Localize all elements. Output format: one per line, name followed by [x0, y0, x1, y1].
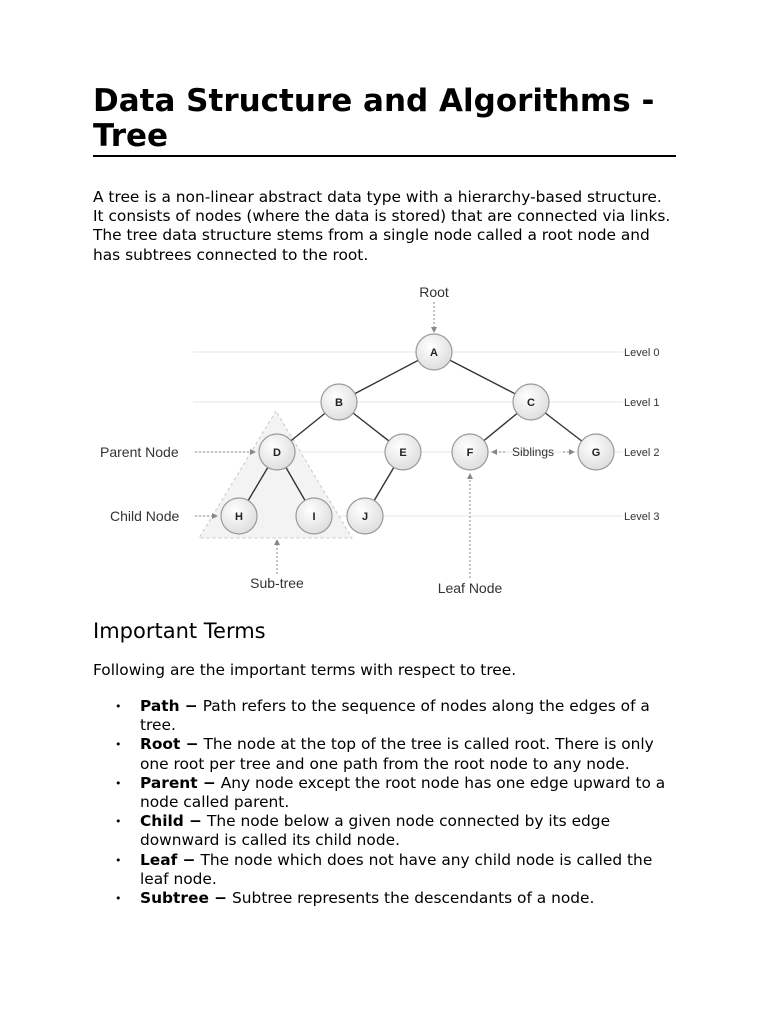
title-divider: [93, 155, 676, 157]
bullet: •: [115, 853, 122, 867]
level-1-label: Level 1: [624, 397, 660, 409]
node-f-label: F: [466, 447, 474, 459]
term-name: Child −: [140, 812, 203, 831]
term-description: The node which does not have any child node is called the leaf node.: [140, 850, 653, 888]
annotation-labels: [100, 284, 554, 596]
level-labels: [624, 347, 659, 523]
node-g-label: G: [591, 447, 601, 459]
bullet: •: [115, 776, 122, 790]
term-name: Root −: [140, 735, 199, 754]
list-item: [93, 812, 676, 850]
parent-node-label: Parent Node: [100, 444, 179, 460]
term-description: Any node except the root node has one edge upward to a node called parent.: [140, 773, 666, 812]
list-item: [93, 889, 676, 908]
node-c-label: C: [527, 397, 535, 409]
bullet: •: [115, 738, 122, 752]
list-item: [93, 735, 676, 773]
node-h-label: H: [235, 511, 243, 523]
list-item: [93, 697, 676, 735]
section-lead: Following are the important terms with respect to tree.: [93, 661, 517, 679]
level-2-label: Level 2: [624, 447, 660, 459]
term-name: Path −: [140, 697, 198, 715]
level-0-label: Level 0: [624, 347, 660, 359]
term-description: Subtree represents the descendants of a node.: [227, 889, 595, 908]
child-node-label: Child Node: [110, 508, 180, 524]
bullet: •: [115, 815, 122, 829]
term-name: Subtree −: [140, 889, 228, 908]
node-e-label: E: [399, 447, 407, 459]
intro-paragraph: A tree is a non-linear abstract data type with a hierarchy-based structure. It consists of nodes (where the data is stored) that are connected via links. The tree data structure stems from a single node called a root node and has subtrees connected to the root.: [93, 188, 671, 264]
root-label: Root: [419, 284, 449, 300]
terms-list: [93, 697, 676, 908]
node-b-label: B: [335, 397, 343, 409]
term-name: Parent −: [140, 773, 216, 792]
node-d-label: D: [273, 447, 281, 459]
term-description: Path refers to the sequence of nodes along the edges of a tree.: [140, 697, 650, 735]
leaf-node-label: Leaf Node: [437, 580, 503, 596]
siblings-label: Siblings: [511, 445, 555, 459]
list-item: [93, 851, 676, 889]
node-j-label: J: [361, 511, 369, 523]
subtree-label: Sub-tree: [250, 575, 304, 591]
term-name: Leaf −: [140, 850, 196, 869]
tree-diagram: [93, 278, 676, 604]
bullet: •: [115, 892, 122, 906]
term-description: The node below a given node connected by its edge downward is called its child node.: [140, 812, 611, 850]
term-description: The node at the top of the tree is called root. There is only one root per tree and one path from the root node to any node.: [140, 735, 654, 773]
page-title: Data Structure and Algorithms - Tree: [93, 83, 655, 154]
node-i-label: I: [312, 511, 316, 523]
tree-diagram-svg: [93, 278, 676, 604]
bullet: •: [115, 700, 122, 713]
section-heading: Important Terms: [93, 619, 266, 643]
list-item: [93, 774, 676, 812]
level-3-label: Level 3: [624, 511, 660, 523]
node-a-label: A: [430, 347, 438, 359]
